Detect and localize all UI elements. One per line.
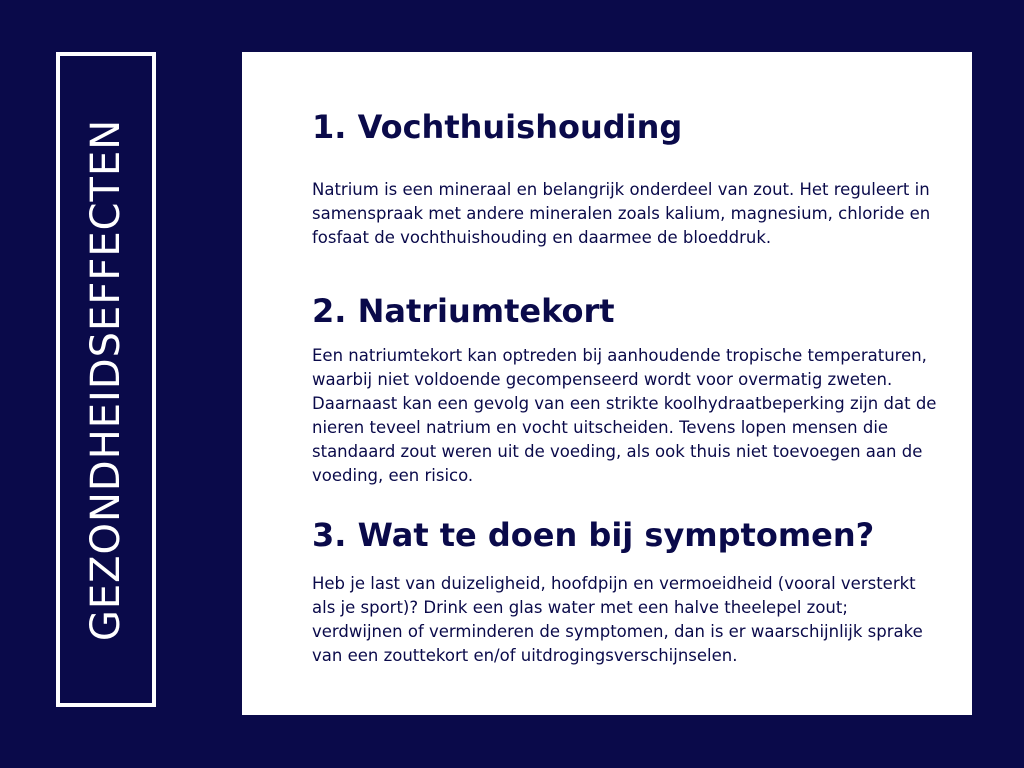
- section-natriumtekort: [312, 292, 942, 488]
- section-body: Natrium is een mineraal en belangrijk onderdeel van zout. Het reguleert in samenspraak met andere mineralen zoals kalium, magnesium, chloride en fosfaat de vochthuishouding en daarmee de bloeddruk.: [312, 180, 931, 247]
- section-heading: 1. Vochthuishouding: [312, 108, 683, 146]
- side-title-frame: [56, 52, 156, 707]
- content-card: [242, 52, 972, 715]
- section-heading: 2. Natriumtekort: [312, 292, 615, 330]
- section-heading: 3. Wat te doen bij symptomen?: [312, 516, 875, 554]
- section-body: Heb je last van duizeligheid, hoofdpijn en vermoeidheid (vooral versterkt als je sport)? Drink een glas water met een halve theelepel zout; verdwijnen of verminderen de symptomen, dan is er waarschijnlijk sprake van een zouttekort en/of uitdrogingsverschijnselen.: [312, 574, 923, 665]
- section-symptomen: [312, 516, 942, 668]
- section-body: Een natriumtekort kan optreden bij aanhoudende tropische temperaturen, waarbij niet voldoende gecompenseerd wordt voor overmatig zweten. Daarnaast kan een gevolg van een strikte koolhydraatbeperking zijn dat de nieren teveel natrium en vocht uitscheiden. Tevens lopen mensen die standaard zout weren uit de voeding, als ook thuis niet toevoegen aan de voeding, een risico.: [312, 346, 937, 485]
- section-vochthuishouding: [312, 108, 942, 250]
- side-title: GEZONDHEIDSEFFECTEN: [83, 118, 129, 641]
